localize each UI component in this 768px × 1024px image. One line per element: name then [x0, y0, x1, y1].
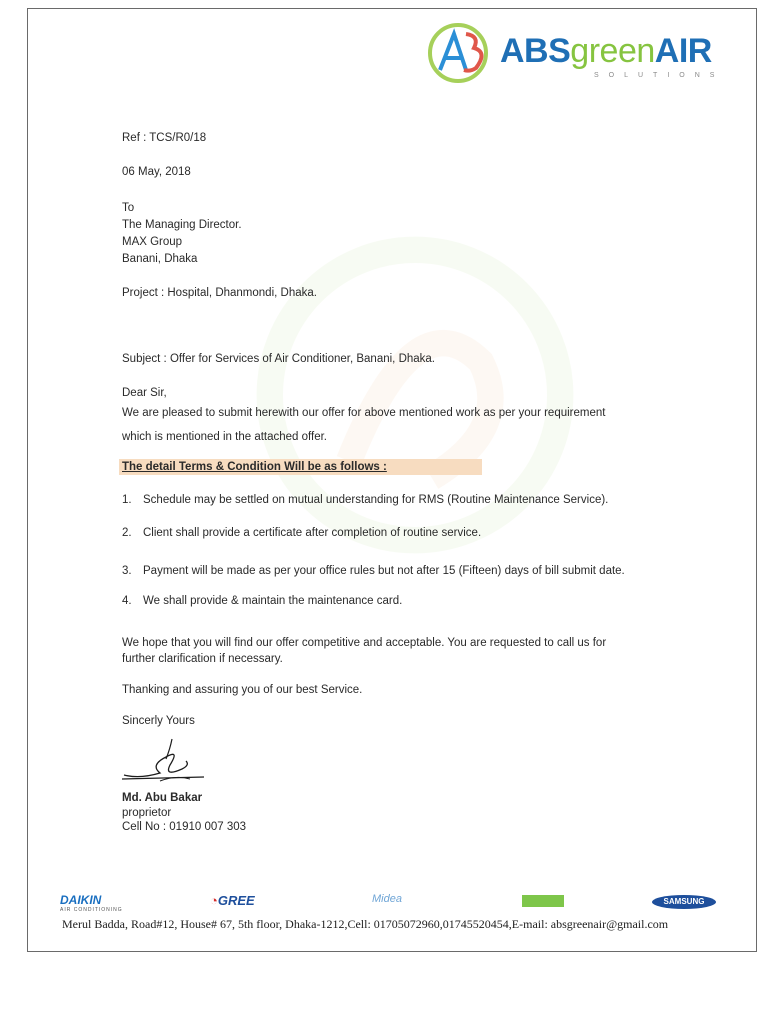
signer-cell: Cell No : 01910 007 303: [122, 821, 247, 833]
term-number: 4.: [122, 595, 132, 607]
to-label: To: [122, 202, 135, 214]
salutation: Dear Sir,: [122, 387, 167, 399]
letter-date: 06 May, 2018: [122, 166, 191, 178]
term-text: Schedule may be settled on mutual understanding for RMS (Routine Maintenance Service).: [143, 494, 609, 506]
project-line: Project : Hospital, Dhanmondi, Dhaka.: [122, 287, 317, 299]
brand-gree-label: GREE: [217, 893, 255, 908]
thanks-line: Thanking and assuring you of our best Service.: [122, 684, 363, 696]
terms-heading: The detail Terms & Condition Will be as follows :: [119, 459, 482, 475]
intro-line: which is mentioned in the attached offer.: [122, 431, 328, 443]
logo-green: green: [570, 32, 655, 70]
logo-air: AIR: [654, 32, 712, 70]
brand-samsung: SAMSUNG: [652, 895, 716, 909]
closing-line: We hope that you will find our offer competitive and acceptable. You are requested to call us for: [122, 637, 607, 649]
reference-number: Ref : TCS/R0/18: [122, 132, 207, 144]
logo-abs: ABS: [500, 32, 571, 70]
green-brand-badge-icon: [522, 895, 564, 907]
company-logo: [426, 20, 756, 90]
brand-strip: [60, 893, 730, 915]
brand-gree: [210, 893, 255, 908]
intro-line: We are pleased to submit herewith our offer for above mentioned work as per your requirement: [122, 407, 606, 419]
brand-daikin-subtitle: AIR CONDITIONING: [60, 907, 123, 913]
gree-swoosh-icon: ◔: [210, 893, 218, 908]
term-text: Payment will be made as per your office rules but not after 15 (Fifteen) days of bill submit date.: [143, 565, 625, 577]
term-text: Client shall provide a certificate after completion of routine service.: [143, 527, 482, 539]
logo-mark-icon: [426, 20, 496, 86]
recipient-line: Banani, Dhaka: [122, 253, 198, 265]
logo-wordmark: [500, 32, 712, 71]
logo-subtitle: SOLUTIONS: [594, 72, 725, 79]
recipient-line: MAX Group: [122, 236, 183, 248]
term-number: 1.: [122, 494, 132, 506]
footer-address: Merul Badda, Road#12, House# 67, 5th floor, Dhaka-1212,Cell: 01705072960,01745520454,E-mail: absgreenair@gmail.com: [62, 917, 669, 931]
signer-title: proprietor: [122, 807, 172, 819]
recipient-line: The Managing Director.: [122, 219, 242, 231]
term-text: We shall provide & maintain the maintenance card.: [143, 595, 403, 607]
signature-icon: [120, 735, 210, 785]
term-number: 3.: [122, 565, 132, 577]
closing-line: further clarification if necessary.: [122, 653, 283, 665]
watermark-logo: [250, 230, 580, 560]
signoff: Sincerly Yours: [122, 715, 195, 727]
brand-midea: Midea: [372, 893, 402, 905]
subject-line: Subject : Offer for Services of Air Conditioner, Banani, Dhaka.: [122, 353, 436, 365]
brand-daikin-label: DAIKIN: [60, 893, 102, 907]
signer-name: Md. Abu Bakar: [122, 792, 203, 804]
term-number: 2.: [122, 527, 132, 539]
brand-daikin: [60, 893, 123, 913]
